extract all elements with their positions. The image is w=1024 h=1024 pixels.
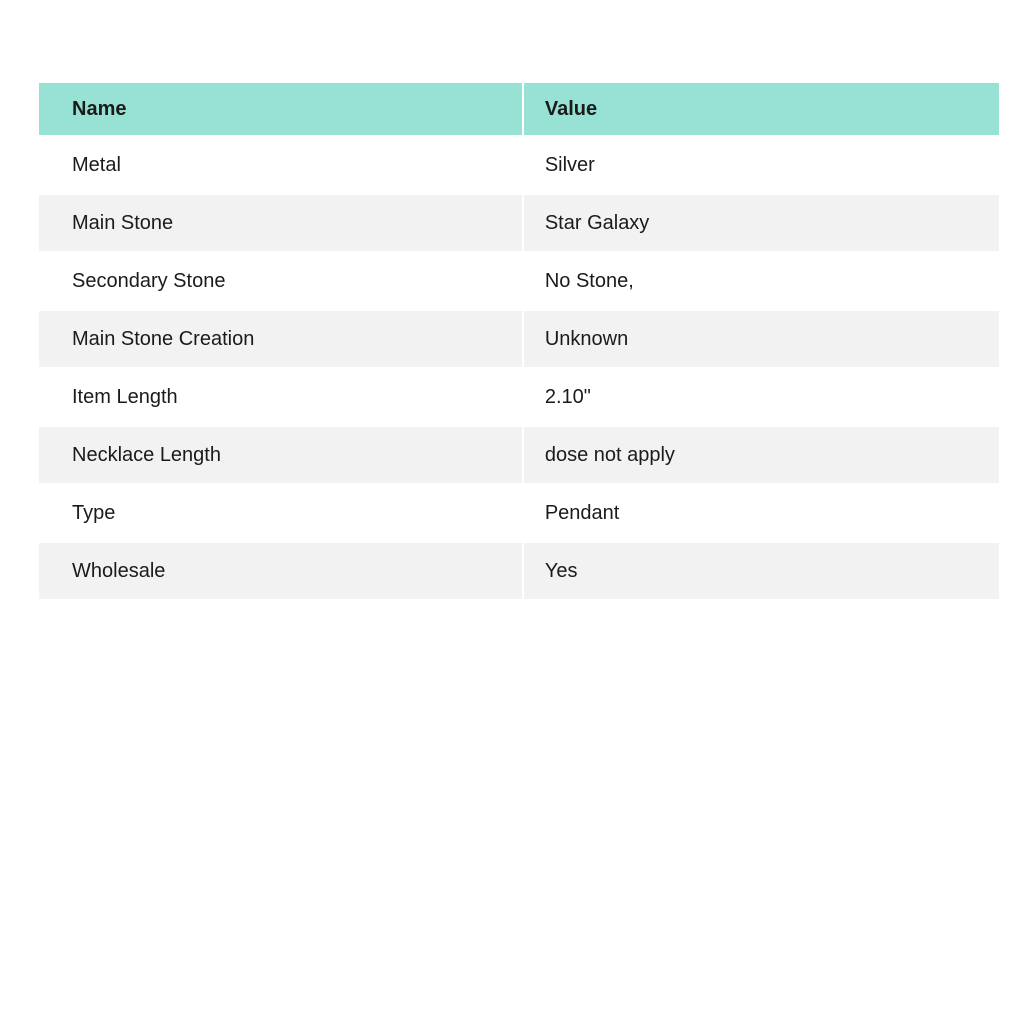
attribute-value-cell: dose not apply	[524, 427, 999, 483]
attribute-value-cell: Pendant	[524, 485, 999, 541]
attribute-name-cell: Item Length	[39, 369, 522, 425]
column-header-name: Name	[39, 83, 522, 135]
attribute-name-cell: Necklace Length	[39, 427, 522, 483]
table-body	[39, 137, 999, 599]
table-row	[39, 253, 999, 309]
table-row	[39, 311, 999, 367]
table-row	[39, 195, 999, 251]
attribute-name-cell: Wholesale	[39, 543, 522, 599]
table-header	[39, 83, 999, 135]
header-row	[39, 83, 999, 135]
attribute-name-cell: Main Stone	[39, 195, 522, 251]
item-specifics-table	[37, 81, 1001, 601]
attribute-name-cell: Metal	[39, 137, 522, 193]
attribute-name-cell: Main Stone Creation	[39, 311, 522, 367]
item-specifics-panel	[37, 81, 1001, 601]
attribute-value-cell: No Stone,	[524, 253, 999, 309]
attribute-value-cell: Yes	[524, 543, 999, 599]
table-row	[39, 543, 999, 599]
attribute-value-cell: Unknown	[524, 311, 999, 367]
attribute-value-cell: Silver	[524, 137, 999, 193]
attribute-value-cell: 2.10"	[524, 369, 999, 425]
table-row	[39, 427, 999, 483]
table-row	[39, 137, 999, 193]
table-row	[39, 485, 999, 541]
column-header-value: Value	[524, 83, 999, 135]
table-row	[39, 369, 999, 425]
attribute-name-cell: Secondary Stone	[39, 253, 522, 309]
attribute-value-cell: Star Galaxy	[524, 195, 999, 251]
attribute-name-cell: Type	[39, 485, 522, 541]
